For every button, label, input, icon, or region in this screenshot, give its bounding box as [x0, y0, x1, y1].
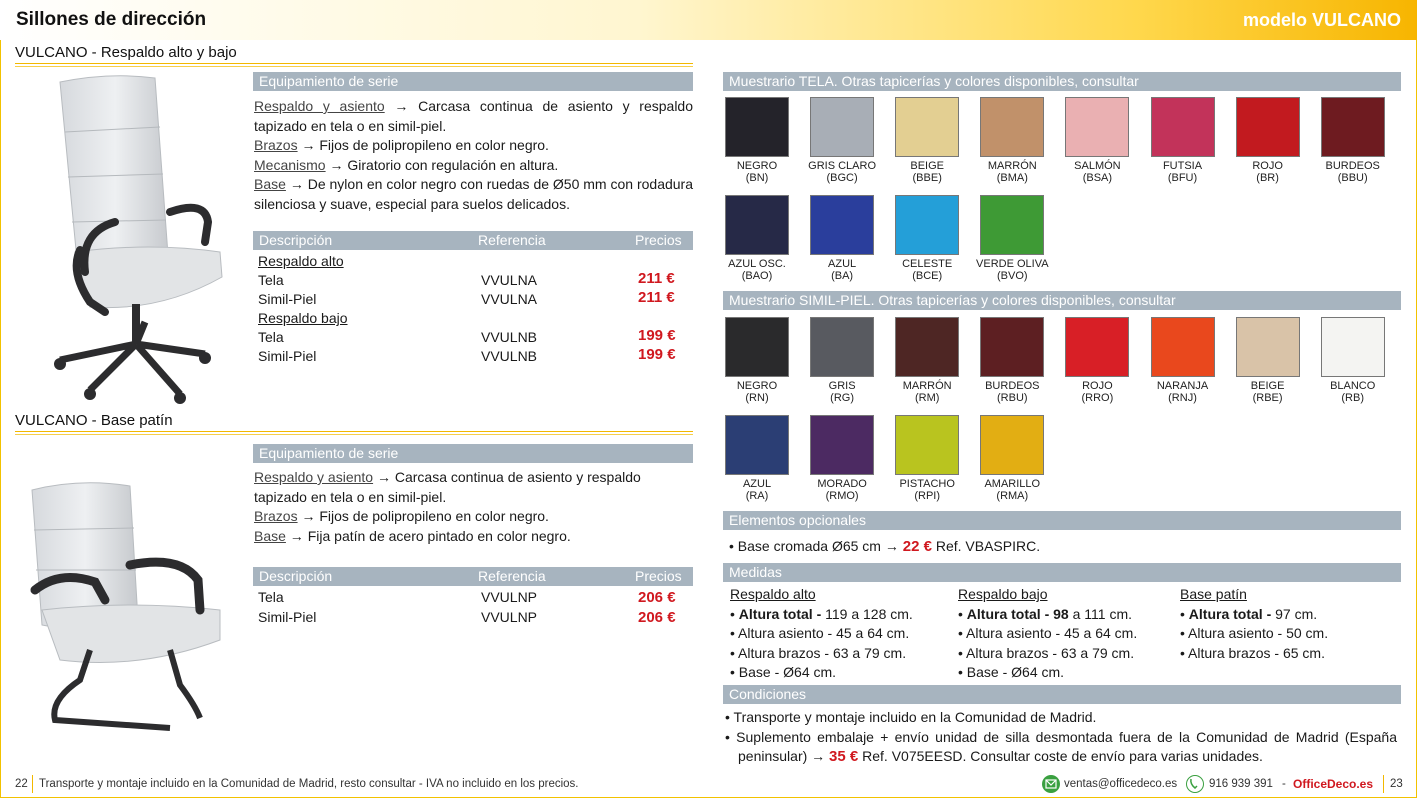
- table-row-ref: VVULNB: [481, 329, 538, 345]
- swatch-label: [712, 160, 802, 184]
- footer-page-left: 22: [15, 778, 28, 790]
- swatch-simil: [980, 317, 1044, 377]
- swatch-name: BURDEOS: [985, 380, 1040, 392]
- swatch-simil: [810, 415, 874, 475]
- swatch-label: [1308, 160, 1398, 184]
- swatch-tela: [1321, 97, 1385, 157]
- swatch-code: (RNJ): [1168, 392, 1197, 404]
- divider: [1383, 775, 1384, 793]
- product1-heading: VULCANO - Respaldo alto y bajo: [15, 44, 237, 61]
- swatch-tela: [895, 97, 959, 157]
- footer-phone: 916 939 391: [1209, 778, 1273, 790]
- swatch-label: [1308, 380, 1398, 404]
- base-label: Base: [254, 527, 286, 544]
- swatch-label: [712, 478, 802, 502]
- opcionales-bar: Elementos opcionales: [723, 511, 1401, 530]
- swatch-code: (RN): [745, 392, 769, 404]
- divider: [32, 775, 33, 793]
- swatch-tela: [980, 97, 1044, 157]
- table-row-desc: Simil-Piel: [258, 609, 317, 625]
- swatch-code: (RG): [830, 392, 854, 404]
- swatch-simil: [895, 317, 959, 377]
- swatch-name: AZUL OSC.: [728, 258, 786, 270]
- table-row-price: 211 €: [638, 289, 675, 306]
- swatch-label: [712, 258, 802, 282]
- swatch-name: BEIGE: [1250, 380, 1285, 392]
- table-row-price: 199 €: [638, 327, 676, 344]
- swatch-label: [882, 160, 972, 184]
- swatch-code: (BN): [745, 172, 769, 184]
- swatch-code: (RM): [914, 392, 940, 404]
- swatch-label: [712, 380, 802, 404]
- brazos-label: Brazos: [254, 137, 298, 154]
- swatch-name: VERDE OLIVA: [976, 258, 1049, 270]
- swatch-simil: [810, 317, 874, 377]
- footer-brand[interactable]: OfficeDeco.es: [1293, 777, 1374, 791]
- swatch-label: [967, 160, 1057, 184]
- table-row-desc: Tela: [258, 329, 284, 345]
- swatch-label: [1138, 160, 1228, 184]
- swatch-simil: [1065, 317, 1129, 377]
- table-row-ref: VVULNP: [481, 609, 538, 625]
- product2-equip-bar: Equipamiento de serie: [253, 444, 693, 463]
- table-row-ref: VVULNB: [481, 348, 538, 364]
- footer-note: Transporte y montaje incluido en la Comunidad de Madrid, resto consultar - IVA no incluido en los precios.: [39, 778, 579, 790]
- swatch-name: PISTACHO: [899, 478, 955, 490]
- swatch-label: [967, 258, 1057, 282]
- footer-email[interactable]: ventas@officedeco.es: [1064, 778, 1178, 790]
- medidas-bar: Medidas: [723, 563, 1401, 582]
- table-row-desc: Tela: [258, 272, 284, 288]
- swatch-name: MARRÓN: [987, 160, 1037, 172]
- brazos-label: Brazos: [254, 508, 298, 525]
- swatch-name: CELESTE: [902, 258, 953, 270]
- swatch-code: (RRO): [1081, 392, 1114, 404]
- email-icon: [1042, 775, 1060, 793]
- swatch-tela: [1236, 97, 1300, 157]
- table-row-desc: Tela: [258, 589, 284, 605]
- swatch-code: (RPI): [914, 490, 941, 502]
- table-row-ref: VVULNA: [481, 291, 538, 307]
- medidas-col-patin: Base patín • Altura total - 97 cm. • Altura asiento - 50 cm. • Altura brazos - 65 cm.: [1180, 586, 1329, 661]
- mecanismo-label: Mecanismo: [254, 156, 326, 173]
- swatch-code: (BVO): [997, 270, 1028, 282]
- swatch-tela: [1065, 97, 1129, 157]
- swatch-name: GRIS: [828, 380, 856, 392]
- swatch-label: [1052, 380, 1142, 404]
- swatch-simil: [1151, 317, 1215, 377]
- swatch-name: BLANCO: [1330, 380, 1376, 392]
- swatch-name: NARANJA: [1156, 380, 1209, 392]
- swatch-label: [882, 380, 972, 404]
- swatch-simil: [1321, 317, 1385, 377]
- swatch-tela: [810, 195, 874, 255]
- swatch-name: BEIGE: [910, 160, 944, 172]
- product1-equip-text: Respaldo y asiento → Carcasa continua de asiento y respaldo tapizado en tela o en simil-piel. Brazos → Fijos de polipropileno en color negro. Mecanismo → Giratorio con regulación en altura. Base → De nylon en color negro con ruedas de Ø50 mm con rodadura silenciosa y suave, especial para suelos delicados.: [254, 98, 694, 212]
- swatch-code: (BCE): [912, 270, 943, 282]
- product1-table-header: Descripción Referencia Precios: [253, 231, 693, 250]
- swatch-name: GRIS CLARO: [808, 160, 877, 172]
- model-title: modelo VULCANO: [1242, 10, 1401, 30]
- swatch-code: (RMO): [825, 490, 859, 502]
- swatch-label: [967, 478, 1057, 502]
- condiciones-list: • Transporte y montaje incluido en la Comunidad de Madrid. • Suplemento embalaje + envío unidad de silla desmontada fuera de la Comunidad de Madrid (España peninsular) → 35 € Ref. V075EESD. Consultar coste de envío para varias unidades.: [725, 709, 1398, 766]
- swatch-code: (RBU): [997, 392, 1028, 404]
- medidas-col-bajo: Respaldo bajo • Altura total - 98 a 111 cm. • Altura asiento - 45 a 64 cm. • Altura brazos - 63 a 79 cm. • Base - Ø64 cm.: [958, 586, 1138, 681]
- product2-equip-text: Respaldo y asiento → Carcasa continua de asiento y respaldo tapizado en tela o en simil-piel. Brazos → Fijos de polipropileno en color negro. Base → Fija patín de acero pintado en color negro.: [254, 469, 641, 544]
- phone-icon: [1186, 775, 1204, 793]
- swatch-label: [1052, 160, 1142, 184]
- swatch-name: MORADO: [817, 478, 867, 490]
- swatch-tela: [725, 97, 789, 157]
- chair-high-back-image: [20, 72, 235, 407]
- swatch-name: AMARILLO: [984, 478, 1041, 490]
- swatch-name: ROJO: [1252, 160, 1283, 172]
- base-label: Base: [254, 176, 286, 193]
- respaldo-label: Respaldo y asiento: [254, 469, 374, 485]
- swatch-name: ROJO: [1082, 380, 1113, 392]
- swatch-simil: [1236, 317, 1300, 377]
- swatch-simil: [895, 415, 959, 475]
- swatch-code: (BAO): [741, 270, 773, 282]
- swatch-name: NEGRO: [736, 160, 778, 172]
- swatch-label: [1223, 380, 1313, 404]
- swatch-label: [882, 478, 972, 502]
- divider: [15, 66, 693, 67]
- divider: [15, 63, 693, 64]
- swatch-label: [882, 258, 972, 282]
- swatch-simil: [725, 415, 789, 475]
- swatch-code: (BFU): [1167, 172, 1198, 184]
- product1-equip-bar: Equipamiento de serie: [253, 72, 693, 91]
- group-respaldo-alto: Respaldo alto: [258, 253, 344, 269]
- swatch-name: BURDEOS: [1325, 160, 1380, 172]
- medidas-col-alto: Respaldo alto • Altura total - 119 a 128 cm. • Altura asiento - 45 a 64 cm. • Altura brazos - 63 a 79 cm. • Base - Ø64 cm.: [730, 586, 913, 681]
- swatch-label: [797, 258, 887, 282]
- swatch-name: AZUL: [828, 258, 857, 270]
- footer-sep: -: [1282, 778, 1286, 790]
- swatch-name: MARRÓN: [902, 380, 952, 392]
- swatch-tela: [980, 195, 1044, 255]
- table-row-price: 206 €: [638, 609, 676, 626]
- table-row-desc: Simil-Piel: [258, 291, 317, 307]
- table-row-desc: Simil-Piel: [258, 348, 317, 364]
- opcionales-item: • Base cromada Ø65 cm → 22 € Ref. VBASPIRC.: [729, 538, 1041, 555]
- swatch-code: (RA): [745, 490, 769, 502]
- product2-table-header: Descripción Referencia Precios: [253, 567, 693, 586]
- swatch-code: (BBE): [912, 172, 942, 184]
- simil-bar: Muestrario SIMIL-PIEL. Otras tapicerías y colores disponibles, consultar: [723, 291, 1401, 310]
- swatch-code: (BBU): [1337, 172, 1368, 184]
- swatch-label: [797, 160, 887, 184]
- condiciones-bar: Condiciones: [723, 685, 1401, 704]
- swatch-simil: [980, 415, 1044, 475]
- swatch-label: [1138, 380, 1228, 404]
- swatch-name: SALMÓN: [1074, 160, 1121, 172]
- swatch-tela: [895, 195, 959, 255]
- swatch-code: (RBE): [1252, 392, 1283, 404]
- page-title: Sillones de dirección: [16, 9, 207, 30]
- swatch-code: (BA): [831, 270, 854, 282]
- tela-bar: Muestrario TELA. Otras tapicerías y colores disponibles, consultar: [723, 72, 1401, 91]
- swatch-name: AZUL: [742, 478, 772, 490]
- swatch-label: [797, 478, 887, 502]
- swatch-tela: [725, 195, 789, 255]
- swatch-name: NEGRO: [736, 380, 778, 392]
- swatch-tela: [810, 97, 874, 157]
- table-row-price: 206 €: [638, 589, 676, 606]
- swatch-simil: [725, 317, 789, 377]
- respaldo-label: Respaldo y asiento: [254, 98, 385, 114]
- swatch-name: FUTSIA: [1162, 160, 1203, 172]
- swatch-label: [797, 380, 887, 404]
- divider: [15, 434, 693, 435]
- top-bar: [0, 0, 1417, 40]
- swatch-code: (BGC): [826, 172, 858, 184]
- swatch-code: (BR): [1256, 172, 1279, 184]
- swatch-code: (BSA): [1082, 172, 1113, 184]
- table-row-price: 199 €: [638, 346, 676, 363]
- swatch-code: (RB): [1341, 392, 1364, 404]
- chair-sled-base-image: [20, 470, 235, 740]
- swatch-label: [967, 380, 1057, 404]
- table-row-ref: VVULNP: [481, 589, 538, 605]
- divider: [15, 431, 693, 432]
- swatch-code: (RMA): [996, 490, 1029, 502]
- group-respaldo-bajo: Respaldo bajo: [258, 310, 348, 326]
- swatch-label: [1223, 160, 1313, 184]
- product2-heading: VULCANO - Base patín: [15, 412, 173, 429]
- footer-page-right: 23: [1390, 778, 1403, 790]
- table-row-ref: VVULNA: [481, 272, 538, 288]
- swatch-tela: [1151, 97, 1215, 157]
- table-row-price: 211 €: [638, 270, 675, 287]
- swatch-code: (BMA): [996, 172, 1028, 184]
